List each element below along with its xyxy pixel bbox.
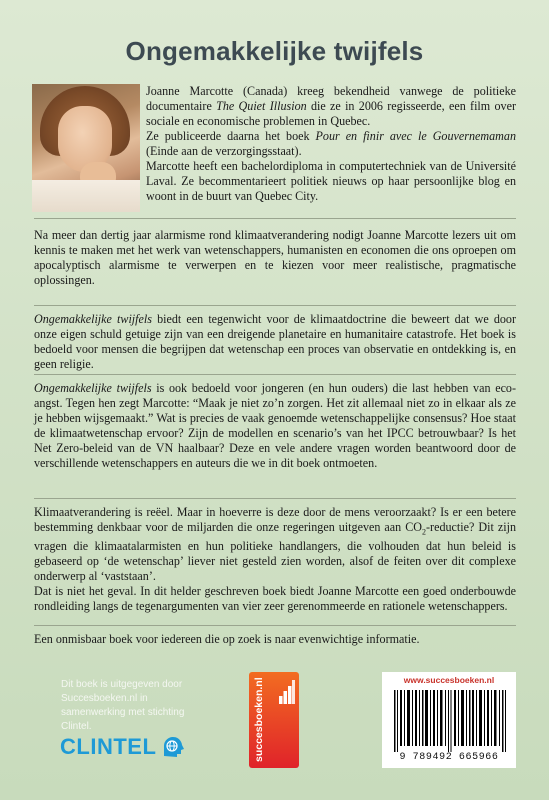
climate-paragraph: Klimaatverandering is reëel. Maar in hoeverre is deze door de mens veroorzaakt? Is er een betere bestemming denkbaar voor de miljarden die onze regeringen uitgeven aan $CO_2$-reductie? Dit zijn vragen die klimaatalarmisten en hun politieke handlangers, die volhouden dat hun beleid is gebaseerd op ‘de wetenschap’ liever niet gesteld zien worden, alsof de feiten over dit complexe onderwerp al ‘vaststaan’. Dat is niet het geval. In dit helder geschreven boek biedt Joanne Marcotte een goed onderbouwde rondleiding langs de tegenargumenten van vier zeer gerenommeerde en rationele wetenschappers.: [34, 505, 516, 614]
publisher-note: Dit boek is uitgegeven door Succesboeken.nl in samenwerking met stichting Clintel.: [61, 679, 185, 732]
divider: [34, 218, 516, 219]
author-bio: Joanne Marcotte (Canada) kreeg bekendheid vanwege de politieke documentaire The Quiet Illusion die ze in 2006 regisseerde, een film over sociale en economische problemen in Quebec. Ze publiceerde daarna het boek Pour en finir avec le Gouvernemaman (Einde aan de verzorgingsstaat). Marcotte heeft een bachelordiploma in computertechniek van de Université Laval. Ze becommentarieert politiek nieuws op haar persoonlijke blog en woont in de buurt van Quebec City.: [146, 84, 516, 203]
publisher-url: www.succesboeken.nl: [403, 675, 495, 685]
intro-paragraph: Na meer dan dertig jaar alarmisme rond klimaatverandering nodigt Joanne Marcotte lezers uit om kennis te maken met het werk van wetenschappers, humanisten en economen die ons oproepen om apocalyptisch alarmisme te verwerpen en te kiezen voor meer realistische, pragmatische oplossingen.: [34, 228, 516, 287]
youth-paragraph: Ongemakkelijke twijfels is ook bedoeld voor jongeren (en hun ouders) die last hebben van eco-angst. Tegen hen zegt Marcotte: “Maak je niet zo’n zorgen. Het zit allemaal niet zo in elkaar als ze je hebben wijsgemaakt.” Wat is precies de vaak genoemde wetenschappelijke consensus? Hoe staat de klimaatwetenschap ervoor? Zijn de modellen en scenario’s van het IPCC betrouwbaar? Is het Net Zero-beleid van de VN haalbaar? Deze en vele andere vragen worden beantwoord door de verschillende wetenschappers en auteurs die we in dit boek ontmoeten.: [34, 381, 517, 470]
divider: [34, 305, 516, 306]
globe-head-icon: [160, 734, 186, 760]
doctrine-paragraph: Ongemakkelijke twijfels biedt een tegenwicht voor de klimaatdoctrine die beweert dat we door onze eigen schuld getuige zijn van een dreigende planetaire en humanitaire catastrofe. Het boek is bedoeld voor mensen die begrijpen dat wetenschap een proces van observatie en ontdekking is, en geen religie.: [34, 312, 516, 371]
clintel-wordmark: CLINTEL: [60, 734, 157, 759]
book-title: Ongemakkelijke twijfels: [125, 36, 424, 66]
succesboeken-wordmark: succesboeken.nl: [253, 677, 265, 762]
succesboeken-logo: [249, 672, 299, 768]
isbn-number: 9 789492 665966: [399, 752, 499, 763]
divider: [34, 374, 516, 375]
divider: [34, 498, 516, 499]
barcode-bars: [392, 690, 510, 752]
clintel-logo: [60, 732, 186, 762]
bar-chart-icon: [279, 680, 295, 704]
author-photo: [32, 84, 140, 212]
closing-line: Een onmisbaar boek voor iedereen die op zoek is naar evenwichtige informatie.: [34, 632, 420, 646]
divider: [34, 625, 516, 626]
barcode-panel: [382, 672, 516, 768]
